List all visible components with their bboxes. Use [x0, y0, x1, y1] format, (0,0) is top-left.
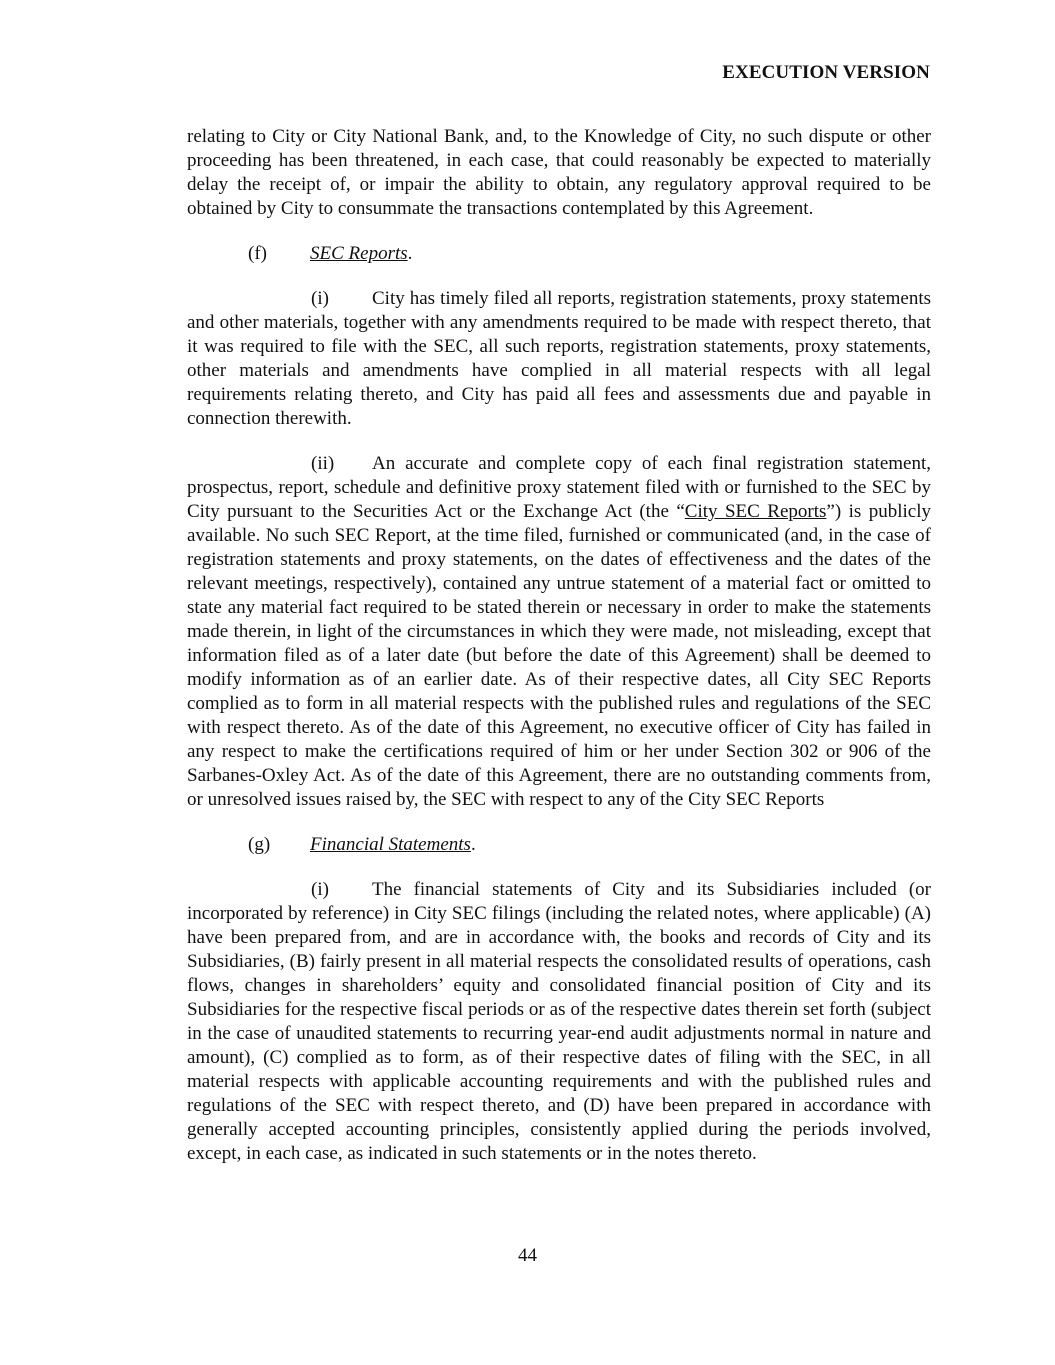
section-g-i-paragraph [187, 878, 931, 1166]
section-g-title: Financial Statements [310, 834, 471, 855]
section-f-heading: (f) SEC Reports. [248, 243, 413, 264]
section-f-ii-paragraph [187, 452, 931, 812]
section-g-label: (g) [248, 834, 271, 855]
section-f-label: (f) [248, 243, 267, 264]
document-body [187, 125, 931, 1187]
section-f-ii-text-a: An accurate and complete copy of each final registration statement, prospectus, report, schedule and definitive proxy statement filed with or furnished to the SEC by City pursuant to the Securities Act or the Exchange Act (the “ [187, 453, 931, 522]
section-f-i-paragraph [187, 287, 931, 431]
section-f-ii-number: (ii) [311, 453, 335, 474]
continuation-paragraph: relating to City or City National Bank, and, to the Knowledge of City, no such dispute or other proceeding has been threatened, in each case, that could reasonably be expected to materially delay the receipt of, or impair the ability to obtain, any regulatory approval required to be obtained by City to consummate the transactions contemplated by this Agreement. [187, 126, 931, 219]
section-g-i-number: (i) [311, 879, 329, 900]
section-g-heading: (g) Financial Statements. [248, 834, 476, 855]
section-f-i-number: (i) [311, 288, 329, 309]
section-f-title: SEC Reports [310, 243, 408, 264]
execution-version-label: EXECUTION VERSION [722, 62, 930, 83]
defined-term-city-sec-reports: City SEC Reports [684, 501, 827, 522]
section-g-i-text: The financial statements of City and its Subsidiaries included (or incorporated by reference) in City SEC filings (including the related notes, where applicable) (A) have been prepared from, and are in accordance with, the books and records of City and its Subsidiaries, (B) fairly present in all material respects the consolidated results of operations, cash flows, changes in shareholders’ equity and consolidated financial position of City and its Subsidiaries for the respective fiscal periods or as of the respective dates therein set forth (subject in the case of unaudited statements to recurring year-end audit adjustments normal in nature and amount), (C) complied as to form, as of their respective dates of filing with the SEC, in all material respects with applicable accounting requirements and with the published rules and regulations of the SEC with respect thereto, and (D) have been prepared in accordance with generally accepted accounting principles, consistently applied during the periods involved, except, in each case, as indicated in such statements or in the notes thereto. [187, 879, 931, 1164]
section-f-i-text: City has timely filed all reports, registration statements, proxy statements and other materials, together with any amendments required to be made with respect thereto, that it was required to file with the SEC, all such reports, registration statements, proxy statements, other materials and amendments have complied in all material respects with all legal requirements relating thereto, and City has paid all fees and assessments due and payable in connection therewith. [187, 288, 931, 429]
page-number: 44 [518, 1245, 537, 1266]
section-f-ii-text-b: ”) is publicly available. No such SEC Report, at the time filed, furnished or communicated (and, in the case of registration statements and proxy statements, on the dates of effectiveness and the dates of the relevant meetings, respectively), contained any untrue statement of a material fact or omitted to state any material fact required to be stated therein or necessary in order to make the statements made therein, in light of the circumstances in which they were made, not misleading, except that information filed as of a later date (but before the date of this Agreement) shall be deemed to modify information as of an earlier date. As of their respective dates, all City SEC Reports complied as to form in all material respects with the published rules and regulations of the SEC with respect thereto. As of the date of this Agreement, no executive officer of City has failed in any respect to make the certifications required of him or her under Section 302 or 906 of the Sarbanes-Oxley Act. As of the date of this Agreement, there are no outstanding comments from, or unresolved issues raised by, the SEC with respect to any of the City SEC Reports [187, 501, 932, 810]
